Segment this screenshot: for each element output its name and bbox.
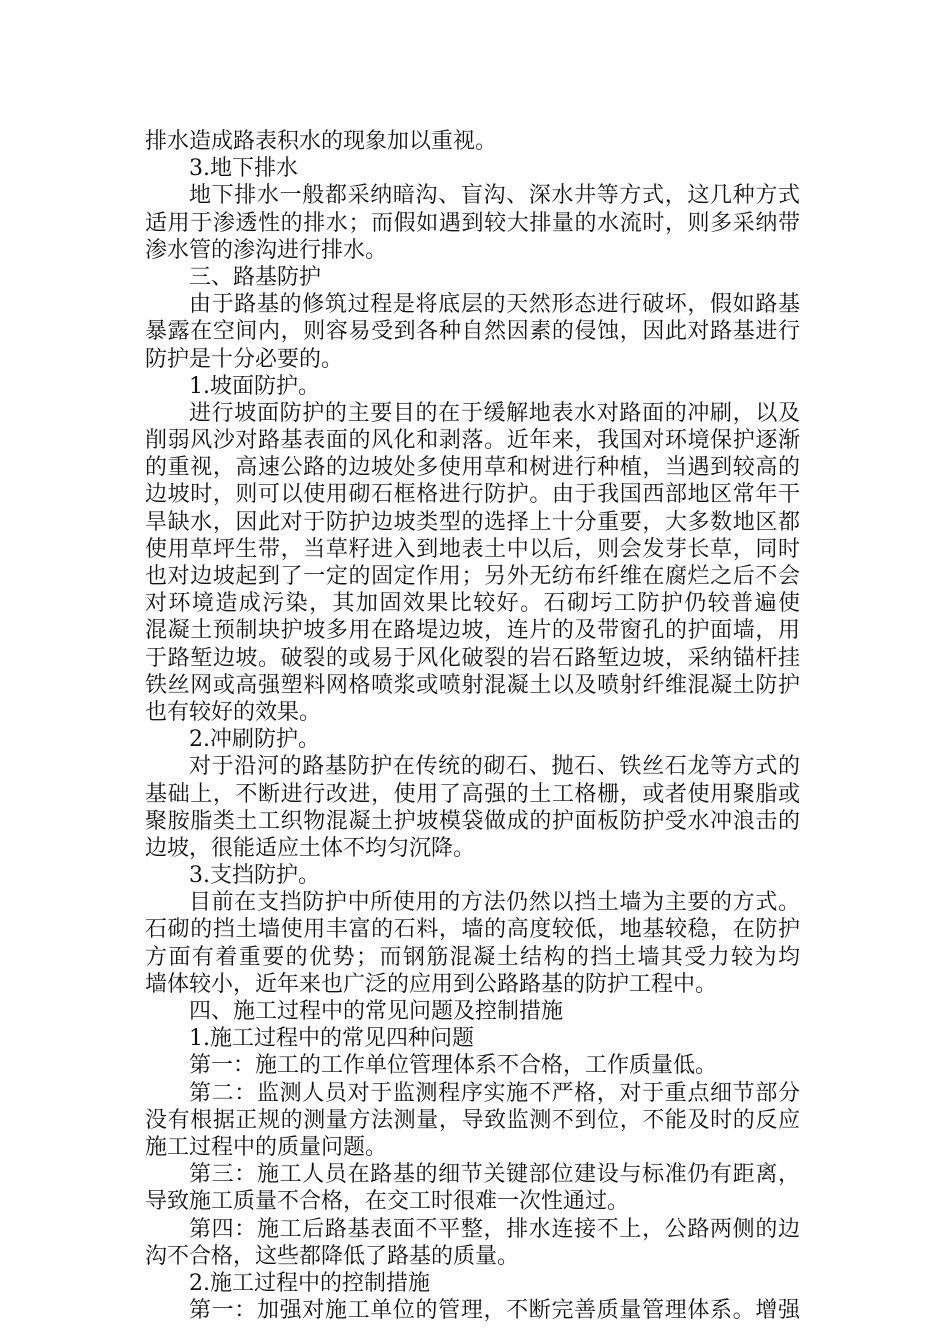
- text-line: 第一：施工的工作单位管理体系不合格，工作质量低。: [189, 1053, 718, 1079]
- text-line: 也有较好的效果。: [145, 699, 322, 725]
- text-line: 1.坡面防护。: [189, 373, 320, 399]
- text-line: 方面有着重要的优势；而钢筋混凝土结构的挡土墙其受力较为均: [145, 944, 800, 970]
- text-line: 旱缺水，因此对于防护边坡类型的选择上十分重要，大多数地区都: [145, 509, 800, 535]
- text-line: 2.冲刷防护。: [189, 727, 320, 753]
- text-line: 施工过程中的质量问题。: [145, 1134, 388, 1160]
- text-line: 石砌的挡土墙使用丰富的石料，墙的高度较低，地基较稳，在防护: [145, 917, 800, 943]
- text-line: 导致施工质量不合格，在交工时很难一次性通过。: [145, 1189, 630, 1215]
- text-line: 适用于渗透性的排水；而假如遇到较大排量的水流时，则多采纳带: [145, 210, 800, 236]
- text-line: 铁丝网或高强塑料网格喷浆或喷射混凝土以及喷射纤维混凝土防护: [145, 672, 800, 698]
- text-line: 边坡，很能适应土体不均匀沉降。: [145, 835, 476, 861]
- text-line: 对环境造成污染，其加固效果比较好。石砌圬工防护仍较普遍使: [145, 591, 800, 617]
- text-line: 四、施工过程中的常见问题及控制措施: [189, 999, 564, 1024]
- text-line: 削弱风沙对路基表面的风化和剥落。近年来，我国对环境保护逐渐: [145, 428, 800, 454]
- text-line: 第二：监测人员对于监测程序实施不严格，对于重点细节部分: [189, 1080, 800, 1106]
- text-line: 地下排水一般都采纳暗沟、盲沟、深水井等方式，这几种方式: [189, 183, 800, 209]
- text-line: 暴露在空间内，则容易受到各种自然因素的侵蚀，因此对路基进行: [145, 319, 800, 345]
- text-line: 第三：施工人员在路基的细节关键部位建设与标准仍有距离，: [189, 1162, 800, 1188]
- text-line: 防护是十分必要的。: [145, 346, 344, 372]
- text-line: 也对边坡起到了一定的固定作用；另外无纺布纤维在腐烂之后不会: [145, 564, 800, 589]
- text-line: 没有根据正规的测量方法测量，导致监测不到位，不能及时的反应: [145, 1107, 800, 1133]
- text-line: 使用草坪生带，当草籽进入到地表土中以后，则会发芽长草，同时: [145, 536, 800, 562]
- text-line: 由于路基的修筑过程是将底层的天然形态进行破坏，假如路基: [189, 292, 800, 318]
- text-line: 排水造成路表积水的现象加以重视。: [145, 129, 498, 154]
- text-line: 于路堑边坡。破裂的或易于风化破裂的岩石路堑边坡，采纳锚杆挂: [145, 645, 800, 671]
- text-line: 第一：加强对施工单位的管理，不断完善质量管理体系。增强: [189, 1298, 800, 1324]
- text-line: 2.施工过程中的控制措施: [189, 1270, 430, 1296]
- text-line: 第四：施工后路基表面不平整，排水连接不上，公路两侧的边: [189, 1216, 800, 1242]
- text-line: 目前在支挡防护中所使用的方法仍然以挡土墙为主要的方式。: [189, 890, 800, 916]
- text-line: 聚胺脂类土工织物混凝土护坡模袋做成的护面板防护受水冲浪击的: [145, 808, 800, 834]
- text-line: 三、路基防护: [189, 264, 322, 290]
- text-line: 边坡时，则可以使用砌石框格进行防护。由于我国西部地区常年干: [145, 482, 800, 508]
- text-line: 基础上，不断进行改进，使用了高强的土工格栅，或者使用聚脂或: [145, 781, 800, 807]
- text-line: 1.施工过程中的常见四种问题: [189, 1026, 474, 1052]
- text-line: 3.支挡防护。: [189, 863, 320, 889]
- text-line: 混凝土预制块护坡多用在路堤边坡，连片的及带窗孔的护面墙，用: [145, 618, 800, 644]
- document-page: [145, 128, 800, 1324]
- text-line: 3.地下排水: [189, 156, 298, 182]
- text-line: 渗水管的渗沟进行排水。: [145, 237, 388, 263]
- text-line: 进行坡面防护的主要目的在于缓解地表水对路面的冲刷，以及: [189, 400, 800, 426]
- text-line: 的重视，高速公路的边坡处多使用草和树进行种植，当遇到较高的: [145, 455, 800, 481]
- text-line: 墙体较小，近年来也广泛的应用到公路路基的防护工程中。: [145, 971, 718, 997]
- text-line: 沟不合格，这些都降低了路基的质量。: [145, 1243, 520, 1269]
- text-line: 对于沿河的路基防护在传统的砌石、抛石、铁丝石龙等方式的: [189, 754, 800, 780]
